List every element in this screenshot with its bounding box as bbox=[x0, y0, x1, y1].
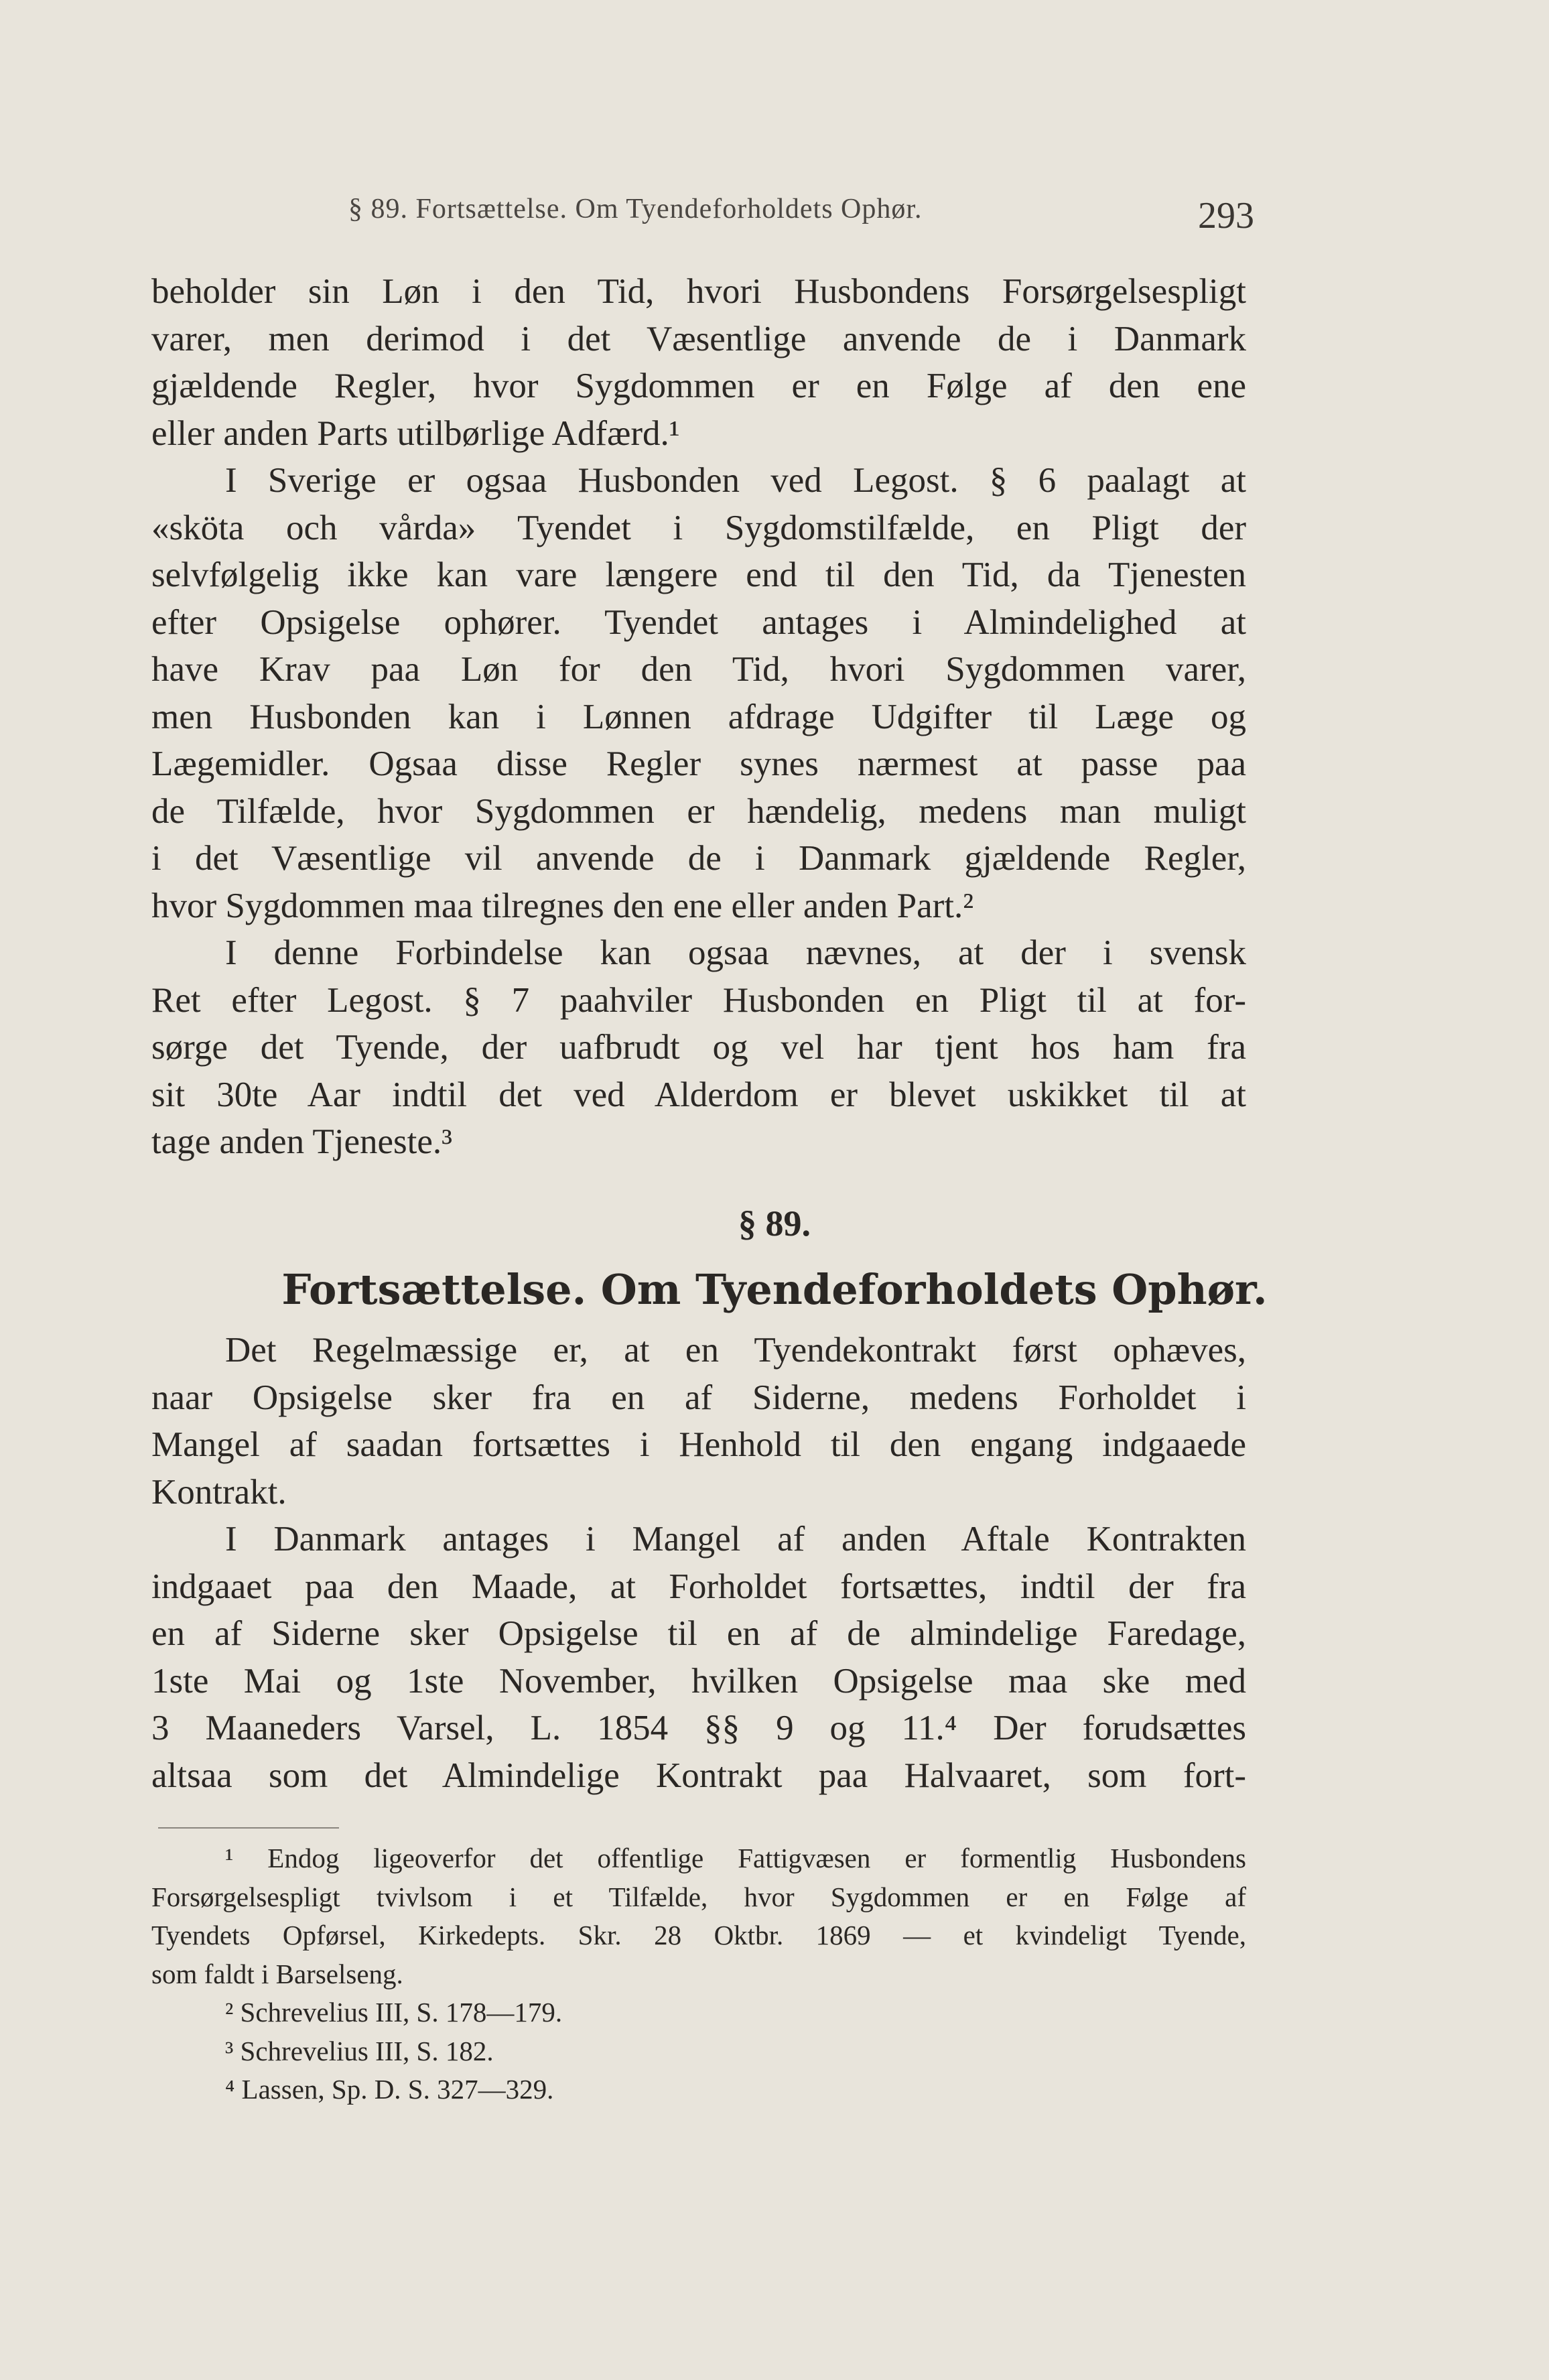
text-line: Kontrakt. bbox=[151, 1472, 287, 1512]
text-line: en af Siderne sker Opsigelse til en af de almindelige Faredage, bbox=[151, 1614, 1246, 1653]
footnote-rule bbox=[158, 1827, 339, 1829]
text-line: i det Væsentlige vil anvende de i Danmark gjældende Regler, bbox=[151, 839, 1246, 878]
section-title: Fortsættelse. Om Tyendeforholdets Ophør. bbox=[281, 1265, 1268, 1314]
footnote-line: ³ Schrevelius III, S. 182. bbox=[225, 2035, 494, 2066]
text-line: 1ste Mai og 1ste November, hvilken Opsigelse maa ske med bbox=[151, 1661, 1246, 1701]
text-line: hvor Sygdommen maa tilregnes den ene eller anden Part.² bbox=[151, 886, 974, 925]
footnote-line: ¹ Endog ligeoverfor det offentlige Fattigvæsen er formentlig Husbondens bbox=[225, 1843, 1246, 1873]
text-line: sørge det Tyende, der uafbrudt og vel har tjent hos ham fra bbox=[151, 1028, 1246, 1067]
text-line: selvfølgelig ikke kan vare længere end til den Tid, da Tjenesten bbox=[151, 555, 1246, 594]
text-line: gjældende Regler, hvor Sygdommen er en Følge af den ene bbox=[151, 367, 1246, 405]
footnote-line: Forsørgelsespligt tvivlsom i et Tilfælde, hvor Sygdommen er en Følge af bbox=[151, 1881, 1246, 1912]
page-number: 293 bbox=[1198, 195, 1254, 237]
text-line: I denne Forbindelse kan ogsaa nævnes, at der i svensk bbox=[225, 933, 1246, 972]
footnotes bbox=[151, 1839, 1246, 2109]
text-line: Det Regelmæssige er, at en Tyendekontrakt først ophæves, bbox=[225, 1331, 1246, 1370]
text-line: Lægemidler. Ogsaa disse Regler synes nærmest at passe paa bbox=[151, 744, 1246, 783]
text-line: indgaaet paa den Maade, at Forholdet fortsættes, indtil der fra bbox=[151, 1567, 1246, 1606]
text-line: Mangel af saadan fortsættes i Henhold til den engang indgaaede bbox=[151, 1425, 1246, 1464]
text-line: tage anden Tjeneste.³ bbox=[151, 1122, 453, 1161]
text-line: de Tilfælde, hvor Sygdommen er hændelig, medens man muligt bbox=[151, 791, 1246, 831]
section-number: § 89. bbox=[738, 1203, 811, 1244]
text-line: «sköta och vårda» Tyendet i Sygdomstilfælde, en Pligt der bbox=[151, 508, 1246, 547]
text-line: varer, men derimod i det Væsentlige anvende de i Danmark bbox=[151, 319, 1246, 358]
text-line: have Krav paa Løn for den Tid, hvori Sygdommen varer, bbox=[151, 650, 1246, 689]
text-line: I Sverige er ogsaa Husbonden ved Legost. § 6 paalagt at bbox=[225, 461, 1246, 500]
text-line: efter Opsigelse ophører. Tyendet antages i Almindelighed at bbox=[151, 602, 1246, 642]
text-line: I Danmark antages i Mangel af anden Aftale Kontrakten bbox=[225, 1520, 1246, 1559]
body-text-before-section bbox=[151, 268, 1246, 1166]
text-line: men Husbonden kan i Lønnen afdrage Udgifter til Læge og bbox=[151, 697, 1246, 736]
footnote-line: Tyendets Opførsel, Kirkedepts. Skr. 28 Oktbr. 1869 — et kvindeligt Tyende, bbox=[151, 1920, 1246, 1951]
text-line: 3 Maaneders Varsel, L. 1854 §§ 9 og 11.⁴ Der forudsættes bbox=[151, 1709, 1246, 1747]
text-line: naar Opsigelse sker fra en af Siderne, medens Forholdet i bbox=[151, 1378, 1246, 1417]
body-text-after-section bbox=[151, 1327, 1246, 1799]
footnote-line: ⁴ Lassen, Sp. D. S. 327—329. bbox=[225, 2074, 554, 2105]
text-line: Ret efter Legost. § 7 paahviler Husbonden en Pligt til at for- bbox=[151, 980, 1246, 1020]
text-line: beholder sin Løn i den Tid, hvori Husbondens Forsørgelsespligt bbox=[151, 272, 1246, 311]
text-line: eller anden Parts utilbørlige Adfærd.¹ bbox=[151, 413, 680, 453]
text-line: sit 30te Aar indtil det ved Alderdom er blevet uskikket til at bbox=[151, 1075, 1246, 1114]
footnote-line: som faldt i Barselseng. bbox=[151, 1958, 403, 1989]
running-head: § 89. Fortsættelse. Om Tyendeforholdets Ophør. bbox=[348, 194, 923, 224]
text-line: altsaa som det Almindelige Kontrakt paa Halvaaret, som fort- bbox=[151, 1756, 1246, 1795]
footnote-line: ² Schrevelius III, S. 178—179. bbox=[225, 1997, 563, 2028]
